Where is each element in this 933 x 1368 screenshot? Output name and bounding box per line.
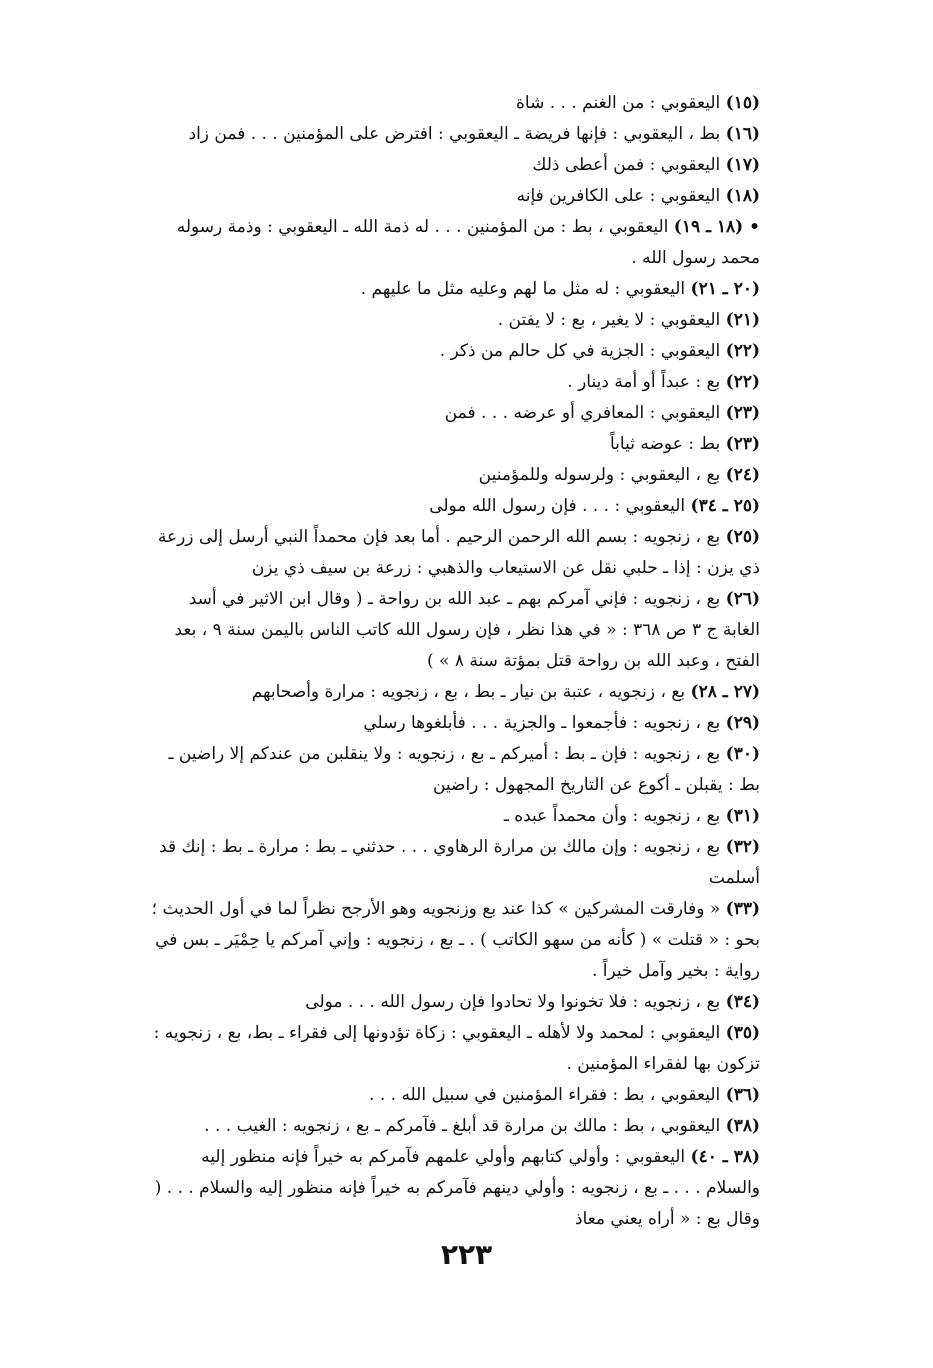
footnote-number: • (١٨ ـ ١٩) — [673, 217, 760, 237]
footnote-line — [150, 739, 780, 801]
footnote-line — [150, 801, 780, 832]
footnote-text: بع ، زنجويه : فإن ـ بط : أميركم ـ بع ، زنجويه : ولا ينقلبن من عندكم إلا راضين ـ بط : يقبلن ـ أكوع عن التاريخ المجهول : راضين — [168, 744, 760, 795]
footnote-number: (٢٥ ـ ٣٤) — [690, 496, 760, 516]
footnote-text: اليعقوبي : المعافري أو عرضه . . . فمن — [444, 403, 721, 423]
footnote-text: بع ، زنجويه : فأجمعوا ـ والجزية . . . فأبلغوها رسلي — [363, 713, 721, 733]
footnote-text: بع ، زنجويه : وإن مالك بن مرارة الرهاوي . . . حدثني ـ بط : مرارة ـ بط : إنك قد أسلمت — [159, 837, 760, 888]
footnote-number: (٣٣) — [725, 899, 760, 919]
footnote-text: اليعقوبي : وأولي كتابهم وأولي علمهم فآمركم به خيراً فإنه منظور إليه والسلام . . . ـ بع ، زنجويه : وأولي دينهم فآمركم به خيراً فإنه منظور إليه والسلام . . . ( وقال بع : « أراه يعني معاذ — [154, 1147, 760, 1229]
footnote-text: اليعقوبي : لمحمد ولا لأهله ـ اليعقوبي : زكاة تؤدونها إلى فقراء ـ بط، بع ، زنجويه : تزكون بها لفقراء المؤمنين . — [153, 1023, 760, 1074]
footnote-line — [150, 491, 780, 522]
footnote-number: (٢٣) — [725, 434, 760, 454]
footnote-text: اليعقوبي : على الكافرين فإنه — [516, 186, 721, 206]
footnote-text: بع ، زنجويه : فإني آمركم بهم ـ عبد الله بن رواحة ـ ( وقال ابن الاثير في أسد الغابة ج ٣ ص ٣٦٨ : « في هذا نظر ، فإن رسول الله كاتب الناس باليمن سنة ٩ ، بعد الفتح ، وعبد الله بن رواحة قتل بمؤتة سنة ٨ » ) — [174, 589, 760, 671]
footnote-line — [150, 677, 780, 708]
footnote-line — [150, 336, 780, 367]
footnote-number: (٣٤) — [725, 992, 760, 1012]
footnote-line — [150, 398, 780, 429]
footnote-text: اليعقوبي : لا يغير ، بع : لا يفتن . — [497, 310, 721, 330]
footnote-number: (٢٦) — [725, 589, 760, 609]
footnote-text: اليعقوبي ، بط : من المؤمنين . . . له ذمة الله ـ اليعقوبي : وذمة رسوله محمد رسول الله . — [176, 217, 760, 268]
footnote-number: (١٦) — [725, 124, 760, 144]
footnote-number: (١٧) — [725, 155, 760, 175]
footnote-text: اليعقوبي : من الغنم . . . شاة — [516, 93, 721, 113]
footnote-number: (٢٣) — [725, 403, 760, 423]
footnote-number: (٢٢) — [725, 341, 760, 361]
footnote-number: (٣١) — [725, 806, 760, 826]
footnote-line — [150, 832, 780, 894]
footnote-text: بط ، اليعقوبي : فإنها فريضة ـ اليعقوبي : افترض على المؤمنين . . . فمن زاد — [188, 124, 721, 144]
footnote-text: بع ، زنجويه : فلا تخونوا ولا تحادوا فإن رسول الله . . . مولى — [305, 992, 721, 1012]
footnote-text: اليعقوبي : . . . فإن رسول الله مولى — [429, 496, 686, 516]
footnote-text: بط : عوضه ثياباً — [610, 434, 721, 454]
footnote-line — [150, 212, 780, 274]
footnote-line — [150, 987, 780, 1018]
footnote-text: اليعقوبي ، بط : مالك بن مرارة قد أبلغ ـ فآمركم ـ بع ، زنجويه : الغيب . . . — [204, 1116, 721, 1136]
footnote-number: (٢٧ ـ ٢٨) — [690, 682, 760, 702]
footnote-line — [150, 1111, 780, 1142]
footnote-line — [150, 88, 780, 119]
footnote-number: (٢٥) — [725, 527, 760, 547]
footnote-line — [150, 429, 780, 460]
footnote-line — [150, 460, 780, 491]
footnote-number: (٢٢) — [725, 372, 760, 392]
footnote-line — [150, 584, 780, 677]
footnote-line — [150, 119, 780, 150]
footnote-text: بع ، زنجويه ، عتبة بن نيار ـ بط ، بع ، زنجويه : مرارة وأصحابهم — [251, 682, 686, 702]
footnote-number: (٢١) — [725, 310, 760, 330]
footnote-text: بع ، زنجويه : وأن محمداً عبده ـ — [503, 806, 721, 826]
footnote-number: (٣٨ ـ ٤٠) — [690, 1147, 760, 1167]
footnote-line — [150, 367, 780, 398]
footnote-number: (٣٥) — [725, 1023, 760, 1043]
footnote-line — [150, 274, 780, 305]
footnote-number: (٢٩) — [725, 713, 760, 733]
footnote-line — [150, 708, 780, 739]
footnote-number: (٣٦) — [725, 1085, 760, 1105]
footnote-line — [150, 181, 780, 212]
footnote-number: (٣٠) — [725, 744, 760, 764]
footnote-text: « وفارقت المشركين » كذا عند بع وزنجويه وهو الأرجح نظراً لما في أول الحديث ؛ بحو : « قتلت » ( كأنه من سهو الكاتب ) . ـ بع ، زنجويه : وإني آمركم يا حِمْيَر ـ بس في رواية : بخير وآمل خيراً . — [151, 899, 760, 981]
footnote-number: (٣٨) — [725, 1116, 760, 1136]
footnote-text: بع ، اليعقوبي : ولرسوله وللمؤمنين — [478, 465, 721, 485]
footnote-text: اليعقوبي : له مثل ما لهم وعليه مثل ما عليهم . — [360, 279, 686, 299]
footnote-line — [150, 305, 780, 336]
footnote-number: (١٥) — [725, 93, 760, 113]
footnote-number: (١٨) — [725, 186, 760, 206]
footnote-line — [150, 1080, 780, 1111]
footnote-line — [150, 150, 780, 181]
footnote-text: بع : عبداً أو أمة دينار . — [567, 372, 721, 392]
footnote-text: اليعقوبي : الجزية في كل حالم من ذكر . — [439, 341, 721, 361]
footnote-line — [150, 522, 780, 584]
footnote-line — [150, 1142, 780, 1235]
footnotes-block — [150, 88, 780, 1235]
footnote-number: (٢٠ ـ ٢١) — [690, 279, 760, 299]
footnote-text: اليعقوبي : فمن أعطى ذلك — [532, 155, 721, 175]
footnote-line — [150, 1018, 780, 1080]
footnote-text: اليعقوبي ، بط : فقراء المؤمنين في سبيل الله . . . — [369, 1085, 721, 1105]
page-number: ٢٢٣ — [440, 1238, 493, 1271]
footnote-number: (٣٢) — [725, 837, 760, 857]
footnote-text: بع ، زنجويه : بسم الله الرحمن الرحيم . أما بعد فإن محمداً النبي أرسل إلى زرعة ذي يزن : إذا ـ حلبي نقل عن الاستيعاب والذهبي : زرعة بن سيف ذي يزن — [157, 527, 760, 578]
footnote-number: (٢٤) — [725, 465, 760, 485]
footnote-line — [150, 894, 780, 987]
